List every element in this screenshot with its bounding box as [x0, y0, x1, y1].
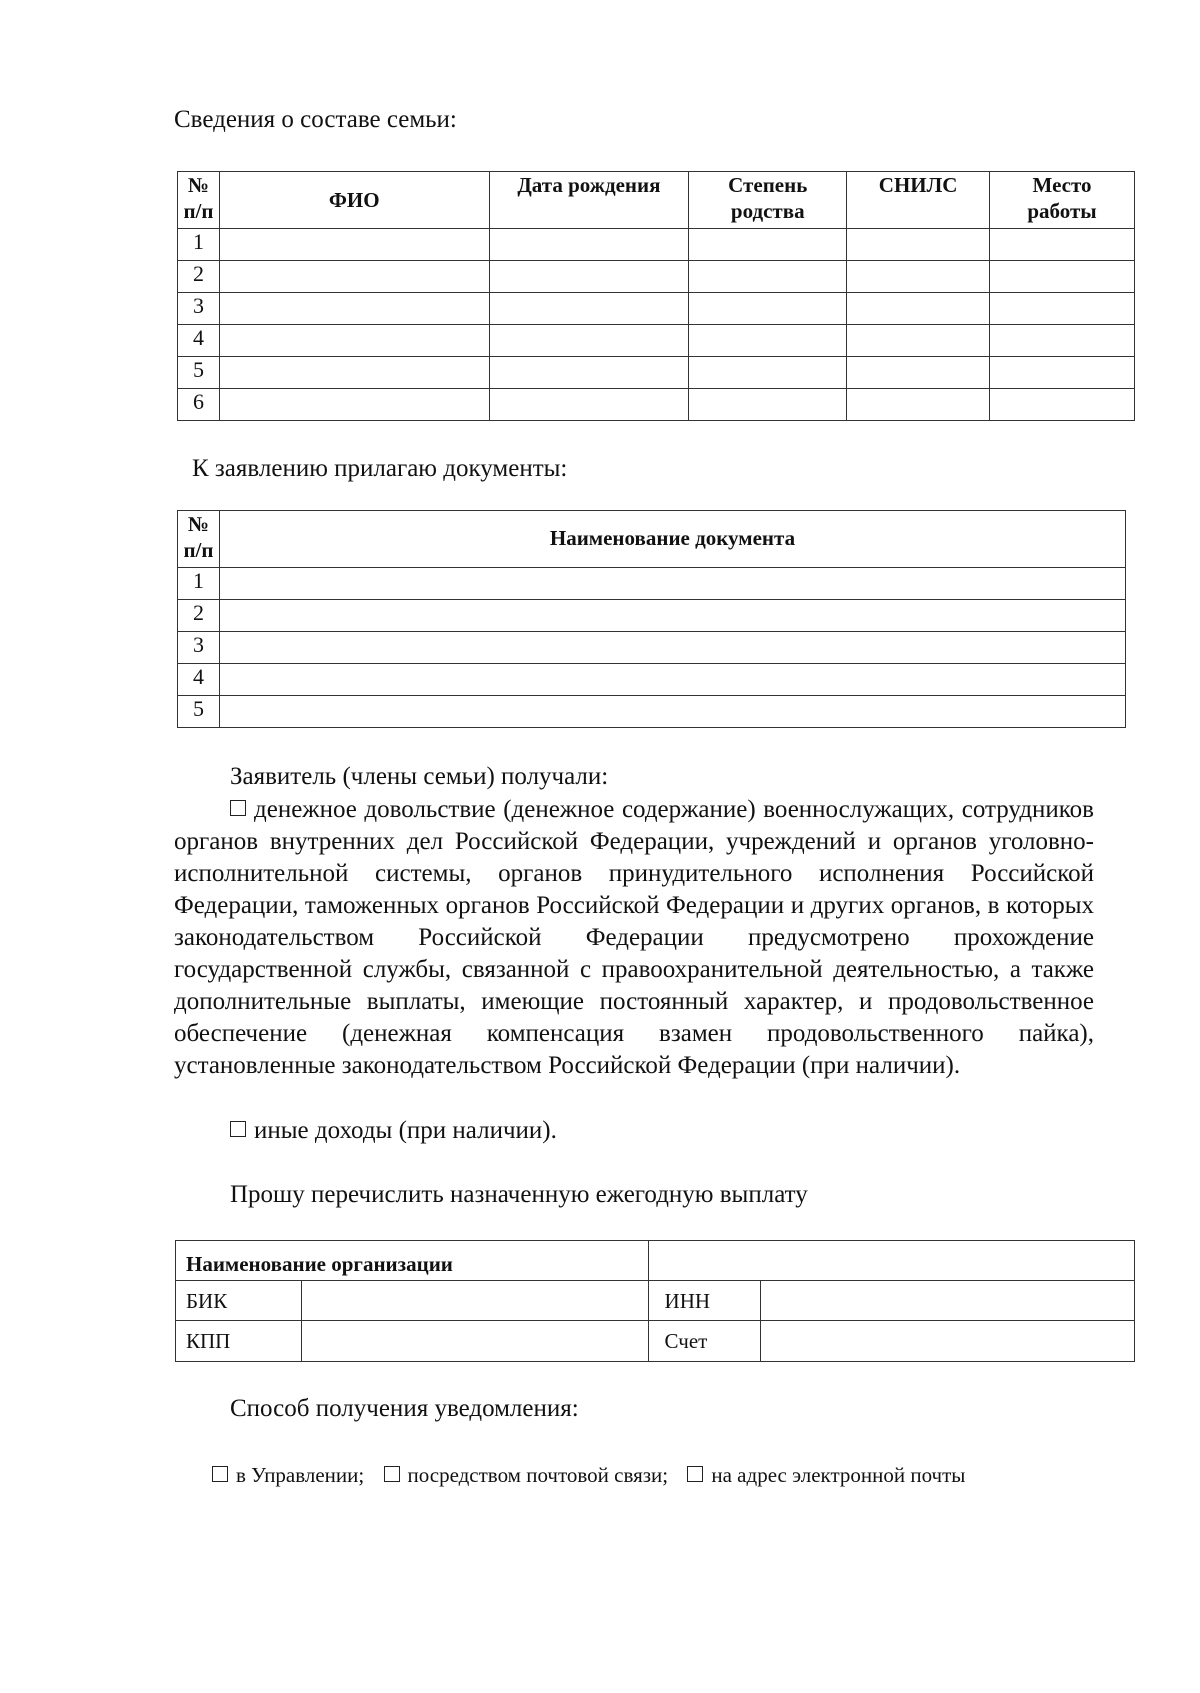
row-number: 2 [178, 261, 220, 293]
birthdate-cell[interactable] [489, 325, 689, 357]
birthdate-cell[interactable] [489, 261, 689, 293]
workplace-cell[interactable] [990, 389, 1135, 421]
fio-cell[interactable] [219, 229, 489, 261]
row-number: 5 [178, 696, 220, 728]
table-row [178, 600, 1126, 632]
table-row [178, 229, 1135, 261]
documents-table [177, 510, 1126, 728]
inn-value-cell[interactable] [761, 1281, 1135, 1321]
table-row [178, 261, 1135, 293]
workplace-cell[interactable] [990, 229, 1135, 261]
org-label-cell [176, 1241, 649, 1281]
table-row [178, 696, 1126, 728]
workplace-cell[interactable] [990, 325, 1135, 357]
row-number: 1 [178, 568, 220, 600]
relation-cell[interactable] [689, 325, 847, 357]
birthdate-cell[interactable] [489, 229, 689, 261]
relation-cell[interactable] [689, 261, 847, 293]
row-number: 1 [178, 229, 220, 261]
row-number: 3 [178, 632, 220, 664]
row-number: 4 [178, 664, 220, 696]
account-label: Счет [648, 1321, 761, 1362]
docname-cell[interactable] [219, 696, 1125, 728]
row-number: 2 [178, 600, 220, 632]
notify-option-office[interactable] [212, 1463, 364, 1487]
snils-cell[interactable] [847, 229, 990, 261]
row-number: 6 [178, 389, 220, 421]
col-fio-header: ФИО [219, 172, 489, 229]
inn-label: ИНН [648, 1281, 761, 1321]
table-row [178, 293, 1135, 325]
checkbox-email[interactable] [687, 1466, 703, 1482]
fio-cell[interactable] [219, 261, 489, 293]
workplace-cell[interactable] [990, 357, 1135, 389]
kpp-label: КПП [176, 1321, 302, 1362]
org-label: Наименование организации [186, 1252, 453, 1276]
row-number: 3 [178, 293, 220, 325]
notify-option-email[interactable] [687, 1463, 965, 1487]
birthdate-cell[interactable] [489, 357, 689, 389]
checkbox-salary[interactable] [230, 800, 246, 816]
relation-cell[interactable] [689, 293, 847, 325]
family-table [177, 171, 1135, 421]
bik-value-cell[interactable] [301, 1281, 648, 1321]
kpp-value-cell[interactable] [301, 1321, 648, 1362]
checkbox-post[interactable] [384, 1466, 400, 1482]
fio-cell[interactable] [219, 357, 489, 389]
table-row [178, 357, 1135, 389]
payment-heading: Прошу перечислить назначенную ежегодную выплату [230, 1181, 808, 1208]
relation-cell[interactable] [689, 229, 847, 261]
income-option-salary-text: денежное довольствие (денежное содержание) военнослужащих, сотрудников органов внутренних дел Российской Федерации, учреждений и органов уголовно-исполнительной системы, органов принудительного исполнения Российской Федерации, таможенных органов Российской Федерации и других органов, в которых законодательством Российской Федерации предусмотрено прохождение государственной службы, связанной с правоохранительной деятельностью, а также дополнительные выплаты, имеющие постоянный характер, и продовольственное обеспечение (денежная компенсация взамен продовольственного пайка), установленные законодательством Российской Федерации (при наличии). [174, 796, 1094, 1079]
checkbox-office[interactable] [212, 1466, 228, 1482]
table-row [178, 325, 1135, 357]
snils-cell[interactable] [847, 325, 990, 357]
notify-option-post-label: посредством почтовой связи; [407, 1463, 669, 1487]
table-row [178, 568, 1126, 600]
notification-options [212, 1463, 965, 1488]
row-number: 4 [178, 325, 220, 357]
org-value-cell[interactable] [648, 1241, 1134, 1281]
notification-heading: Способ получения уведомления: [230, 1395, 579, 1422]
snils-cell[interactable] [847, 293, 990, 325]
notify-option-office-label: в Управлении; [236, 1463, 365, 1487]
income-intro: Заявитель (члены семьи) получали: [230, 763, 609, 790]
col-num-header: № п/п [178, 172, 220, 229]
col-workplace-header: Место работы [990, 172, 1135, 229]
income-option-salary [174, 794, 1094, 1082]
family-heading: Сведения о составе семьи: [174, 106, 457, 133]
account-value-cell[interactable] [761, 1321, 1135, 1362]
col-num-header: № п/п [178, 511, 220, 568]
birthdate-cell[interactable] [489, 389, 689, 421]
workplace-cell[interactable] [990, 293, 1135, 325]
bik-label: БИК [176, 1281, 302, 1321]
fio-cell[interactable] [219, 325, 489, 357]
income-option-other [230, 1115, 557, 1147]
docname-cell[interactable] [219, 600, 1125, 632]
docname-cell[interactable] [219, 664, 1125, 696]
snils-cell[interactable] [847, 389, 990, 421]
notify-option-post[interactable] [384, 1463, 669, 1487]
documents-heading: К заявлению прилагаю документы: [192, 455, 568, 482]
income-option-other-text: иные доходы (при наличии). [254, 1117, 557, 1144]
snils-cell[interactable] [847, 261, 990, 293]
col-relation-header: Степень родства [689, 172, 847, 229]
payment-table [175, 1240, 1135, 1362]
col-docname-header: Наименование документа [219, 511, 1125, 568]
notify-option-email-label: на адрес электронной почты [711, 1463, 966, 1487]
snils-cell[interactable] [847, 357, 990, 389]
table-row [178, 389, 1135, 421]
docname-cell[interactable] [219, 632, 1125, 664]
relation-cell[interactable] [689, 357, 847, 389]
table-row [178, 632, 1126, 664]
relation-cell[interactable] [689, 389, 847, 421]
fio-cell[interactable] [219, 389, 489, 421]
fio-cell[interactable] [219, 293, 489, 325]
workplace-cell[interactable] [990, 261, 1135, 293]
checkbox-other-income[interactable] [230, 1121, 246, 1137]
row-number: 5 [178, 357, 220, 389]
table-row [178, 664, 1126, 696]
col-snils-header: СНИЛС [847, 172, 990, 229]
birthdate-cell[interactable] [489, 293, 689, 325]
col-birthdate-header: Дата рождения [489, 172, 689, 229]
docname-cell[interactable] [219, 568, 1125, 600]
